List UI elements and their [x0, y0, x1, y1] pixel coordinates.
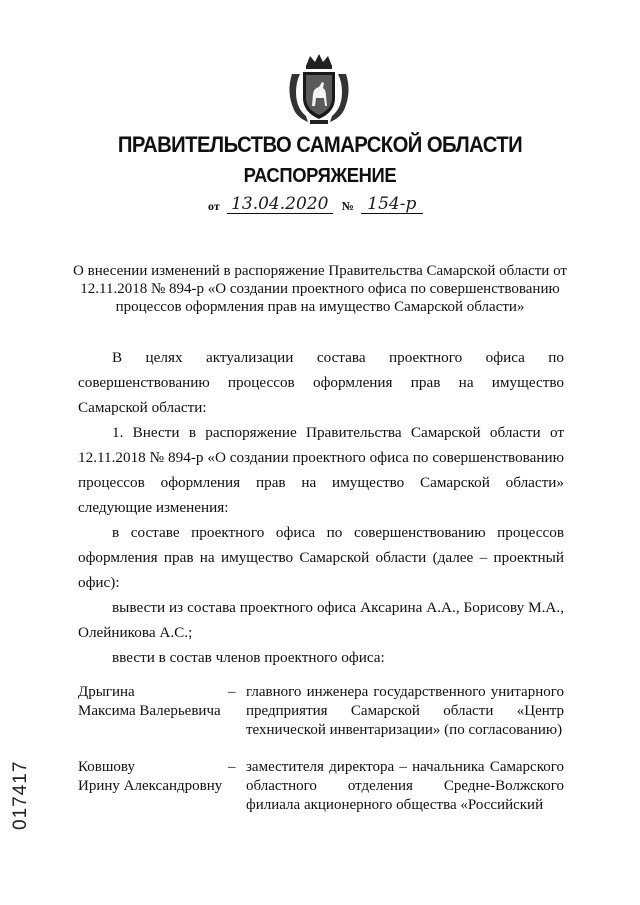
date-value: 13.04.2020 — [227, 195, 333, 214]
member-given-name: Ирину Александровну — [78, 778, 223, 794]
document-body — [78, 345, 564, 670]
member-name — [78, 683, 228, 740]
member-position: заместителя директора – начальника Самарского областного отделения Средне-Волжского филиала акционерного общества «Российский — [246, 759, 564, 813]
item-1-paragraph: 1. Внести в распоряжение Правительства Самарской области от 12.11.2018 № 894-р «О создании проектного офиса по совершенствованию процессов оформления прав на имущество Самарской области» следующие изменения: — [78, 424, 564, 516]
number-label: № — [341, 199, 354, 213]
members-list — [78, 683, 564, 833]
member-position: главного инженера государственного унитарного предприятия Самарской области «Центр технической инвентаризации» (по согласованию) — [246, 684, 564, 738]
composition-paragraph: в составе проектного офиса по совершенствованию процессов оформления прав на имущество Самарской области (далее – проектный офис): — [78, 524, 564, 591]
member-given-name: Максима Валерьевича — [78, 703, 221, 719]
member-surname: Ковшову — [78, 759, 135, 775]
member-dash: – — [228, 684, 236, 700]
serial-number: 017417 — [10, 760, 31, 830]
member-surname: Дрыгина — [78, 684, 135, 700]
preamble-paragraph: В целях актуализации состава проектного офиса по совершенствованию процессов оформления прав на имущество Самарской области: — [78, 349, 564, 416]
member-row — [78, 758, 564, 815]
date-number-line — [208, 195, 423, 214]
document-type: РАСПОРЯЖЕНИЕ — [243, 165, 397, 187]
member-dash: – — [228, 759, 236, 775]
remove-members-paragraph: вывести из состава проектного офиса Аксарина А.А., Борисову М.А., Олейникова А.С.; — [78, 599, 564, 641]
date-label: от — [208, 199, 220, 213]
coat-of-arms-icon — [284, 52, 354, 126]
member-row — [78, 683, 564, 740]
document-subject: О внесении изменений в распоряжение Правительства Самарской области от 12.11.2018 № 894-р «О создании проектного офиса по совершенствованию процессов оформления прав на имущество Самарской области» — [73, 263, 567, 315]
government-title: ПРАВИТЕЛЬСТВО САМАРСКОЙ ОБЛАСТИ — [117, 132, 523, 157]
number-value: 154-р — [361, 195, 423, 214]
add-members-paragraph: ввести в состав членов проектного офиса: — [112, 649, 385, 666]
member-name — [78, 758, 228, 815]
